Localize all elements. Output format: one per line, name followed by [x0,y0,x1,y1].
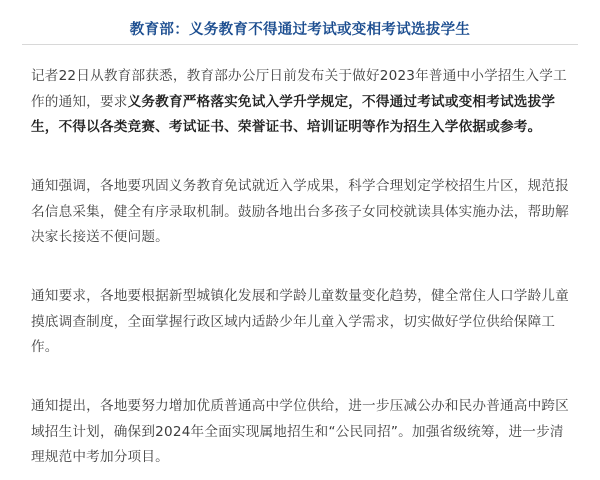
article-paragraph-4 [31,394,576,471]
article-paragraph-3 [31,284,576,361]
article-paragraph-1 [31,64,576,141]
paragraph-3-text: 通知要求，各地要根据新型城镇化发展和学龄儿童数量变化趋势，健全常住人口学龄儿童摸底调查制度，全面掌握行政区域内适龄少年儿童入学需求，切实做好学位供给保障工作。 [31,288,569,355]
article-paragraph-2 [31,174,576,251]
headline-divider [22,44,578,45]
article-headline: 教育部：义务教育不得通过考试或变相考试选拔学生 [129,21,471,38]
paragraph-2-text: 通知强调，各地要巩固义务教育免试就近入学成果，科学合理划定学校招生片区，规范报名信息采集，健全有序录取机制。鼓励各地出台多孩子女同校就读具体实施办法，帮助解决家长接送不便问题。 [31,178,569,245]
paragraph-4-text: 通知提出，各地要努力增加优质普通高中学位供给，进一步压减公办和民办普通高中跨区域招生计划，确保到2024年全面实现属地招生和“公民同招”。加强省级统筹，进一步清理规范中考加分项目。 [31,398,569,465]
paragraph-1-text: 记者22日从教育部获悉，教育部办公厅日前发布关于做好2023年普通中小学招生入学工作的通知，要求 [31,68,567,110]
paragraph-1-bold-text: 义务教育严格落实免试入学升学规定，不得通过考试或变相考试选拔学生，不得以各类竞赛、考试证书、荣誉证书、培训证明等作为招生入学依据或参考。 [31,93,556,135]
